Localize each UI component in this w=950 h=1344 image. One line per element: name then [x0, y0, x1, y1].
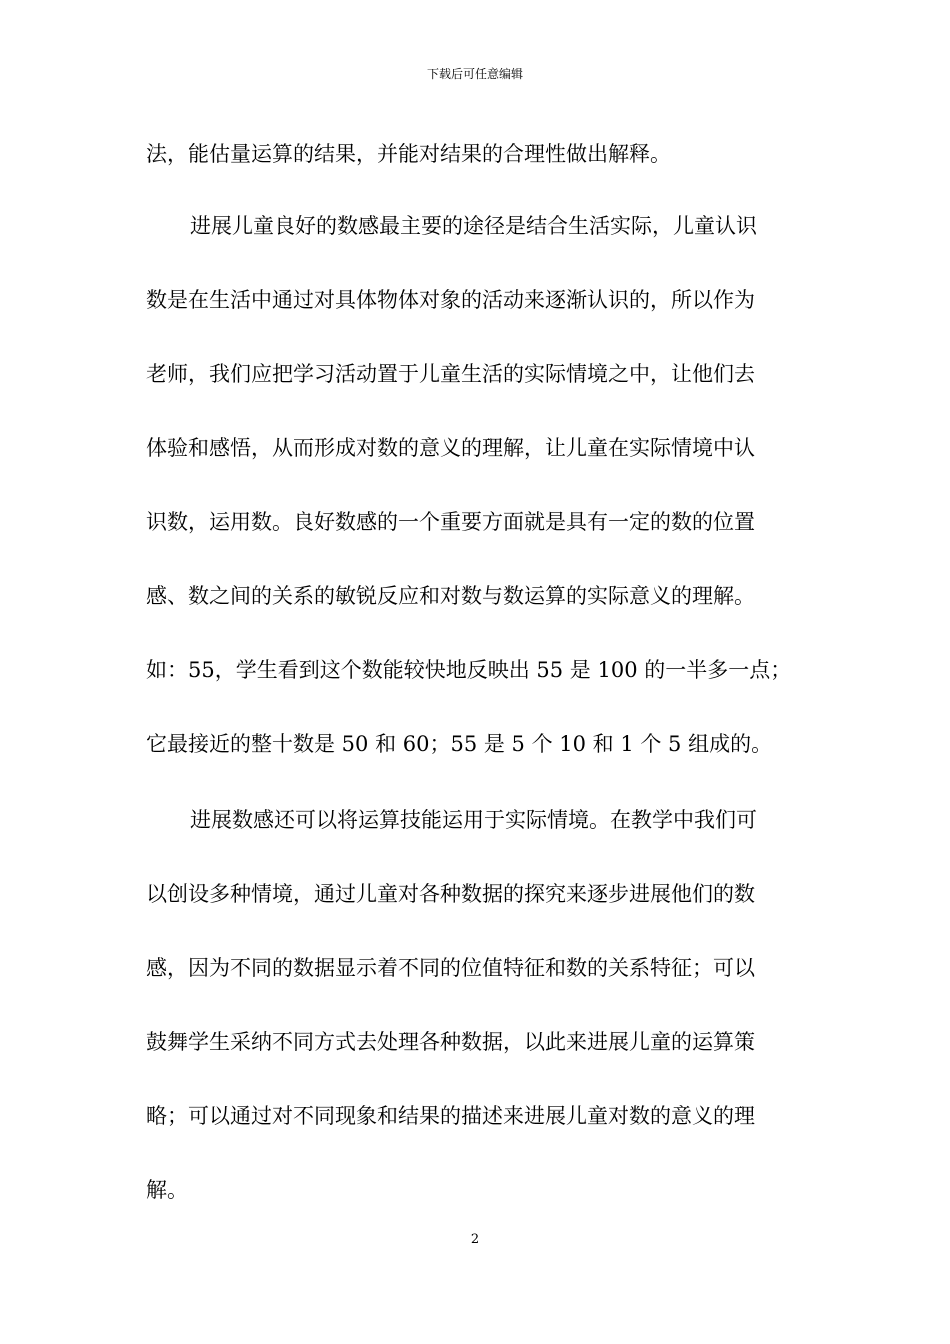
body-line-10: 进展数感还可以将运算技能运用于实际情境。在教学中我们可 [190, 808, 757, 832]
body-line-6: 识数，运用数。良好数感的一个重要方面就是具有一定的数的位置 [146, 510, 755, 534]
body-line-11: 以创设多种情境，通过儿童对各种数据的探究来逐步进展他们的数 [146, 882, 755, 906]
body-line-5: 体验和感悟，从而形成对数的意义的理解，让儿童在实际情境中认 [146, 436, 755, 460]
page-header: 下载后可任意编辑 [426, 67, 523, 81]
body-line-15: 解。 [146, 1178, 188, 1202]
body-line-14: 略；可以通过对不同现象和结果的描述来进展儿童对数的意义的理 [146, 1104, 755, 1128]
body-line-8: 如：55，学生看到这个数能较快地反映出 55 是 100 的一半多一点； [146, 658, 792, 682]
body-line-9: 它最接近的整十数是 50 和 60；55 是 5 个 10 和 1 个 5 组成的。 [146, 732, 773, 756]
body-line-4: 老师，我们应把学习活动置于儿童生活的实际情境之中，让他们去 [146, 362, 755, 386]
body-line-7: 感、数之间的关系的敏锐反应和对数与数运算的实际意义的理解。 [146, 584, 755, 608]
body-line-2: 进展儿童良好的数感最主要的途径是结合生活实际，儿童认识 [190, 214, 757, 238]
page-number: 2 [470, 1232, 480, 1247]
body-line-13: 鼓舞学生采纳不同方式去处理各种数据，以此来进展儿童的运算策 [146, 1030, 755, 1054]
body-line-3: 数是在生活中通过对具体物体对象的活动来逐渐认识的，所以作为 [146, 288, 755, 312]
body-line-12: 感，因为不同的数据显示着不同的位值特征和数的关系特征；可以 [146, 956, 755, 980]
body-line-1: 法，能估量运算的结果，并能对结果的合理性做出解释。 [146, 142, 671, 166]
